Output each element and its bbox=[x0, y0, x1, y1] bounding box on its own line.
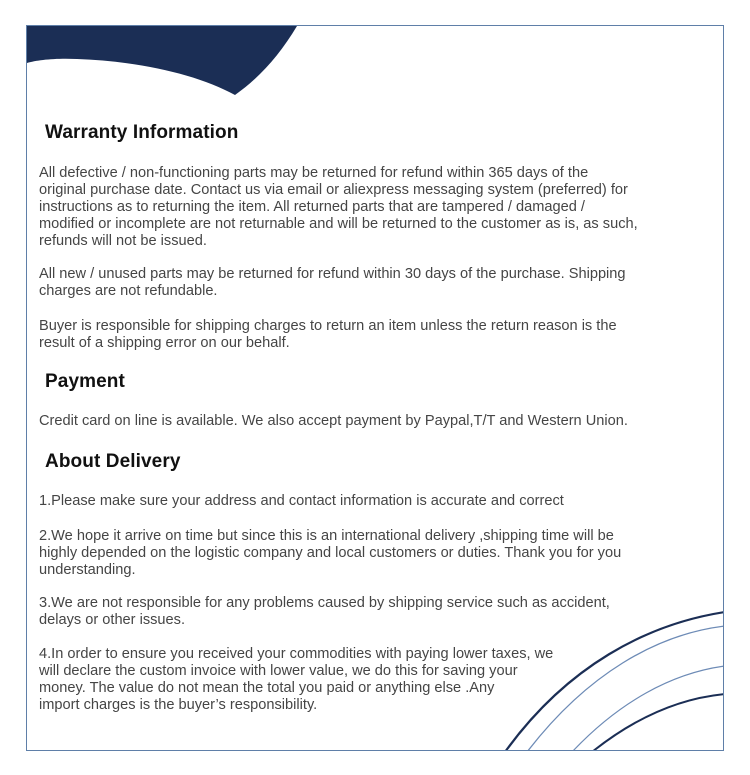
delivery-paragraph-1 bbox=[39, 493, 564, 510]
text-line: delays or other issues. bbox=[39, 612, 186, 628]
text-line: original purchase date. Contact us via email or aliexpress messaging system (preferred) for bbox=[39, 182, 628, 198]
text-line: charges are not refundable. bbox=[39, 283, 218, 299]
blue-curve-line-lower bbox=[572, 666, 724, 751]
warranty-paragraph-2 bbox=[39, 266, 626, 300]
text-line: instructions as to returning the item. All returned parts that are tampered / damaged / bbox=[39, 199, 585, 215]
text-line: 1.Please make sure your address and contact information is accurate and correct bbox=[39, 493, 564, 509]
warranty-paragraph-3 bbox=[39, 318, 617, 352]
navy-curve-line-lower bbox=[592, 694, 724, 751]
text-line: highly depended on the logistic company and local customers or duties. Thank you for you bbox=[39, 545, 622, 561]
text-line: refunds will not be issued. bbox=[39, 233, 207, 249]
warranty-heading: Warranty Information bbox=[45, 122, 239, 143]
warranty-paragraph-1 bbox=[39, 165, 638, 250]
delivery-heading: About Delivery bbox=[45, 451, 181, 472]
text-line: 4.In order to ensure you received your commodities with paying lower taxes, we bbox=[39, 646, 554, 662]
payment-paragraph bbox=[39, 413, 628, 430]
navy-wave-shape bbox=[27, 26, 297, 95]
text-line: All new / unused parts may be returned for refund within 30 days of the purchase. Shipping bbox=[39, 266, 626, 282]
text-line: understanding. bbox=[39, 562, 136, 578]
text-line: Buyer is responsible for shipping charges to return an item unless the return reason is the bbox=[39, 318, 617, 334]
text-line: will declare the custom invoice with lower value, we do this for saving your bbox=[39, 663, 518, 679]
policy-panel bbox=[26, 25, 724, 751]
delivery-paragraph-2 bbox=[39, 528, 621, 579]
delivery-paragraph-4 bbox=[39, 646, 553, 714]
text-line: result of a shipping error on our behalf. bbox=[39, 335, 290, 351]
text-line: 3.We are not responsible for any problems caused by shipping service such as accident, bbox=[39, 595, 610, 611]
text-line: import charges is the buyer’s responsibility. bbox=[39, 697, 318, 713]
text-line: 2.We hope it arrive on time but since this is an international delivery ,shipping time will be bbox=[39, 528, 614, 544]
text-line: Credit card on line is available. We also accept payment by Paypal,T/T and Western Union. bbox=[39, 413, 628, 429]
delivery-paragraph-3 bbox=[39, 595, 610, 629]
payment-heading: Payment bbox=[45, 371, 125, 392]
text-line: modified or incomplete are not returnable and will be returned to the customer as is, as such, bbox=[39, 216, 638, 232]
text-line: All defective / non-functioning parts may be returned for refund within 365 days of the bbox=[39, 165, 589, 181]
text-line: money. The value do not mean the total you paid or anything else .Any bbox=[39, 680, 495, 696]
